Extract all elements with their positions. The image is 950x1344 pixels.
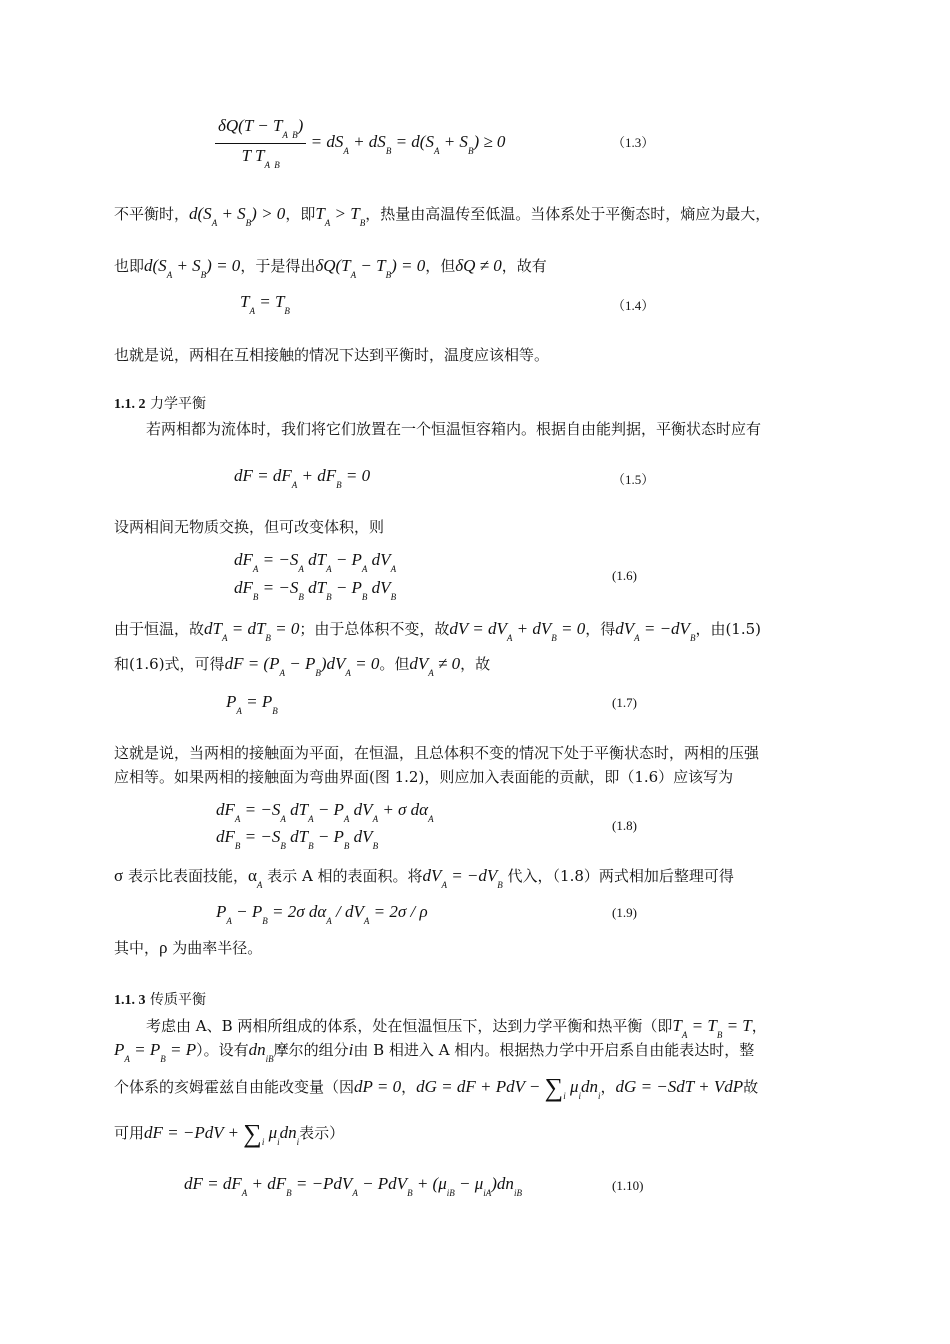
summation-sign: ∑ — [243, 1119, 262, 1148]
section-heading: 1.1. 2 力学平衡 — [114, 396, 206, 412]
equation-number: (1.9) — [612, 905, 637, 920]
paragraph: 若两相都为流体时，我们将它们放置在一个恒温恒容箱内。根据自由能判据，平衡状态时应有 — [146, 420, 762, 438]
equation-1-7: $P_A = P_B$ — [226, 692, 278, 716]
equation-1-4: $T_A = T_B$ — [240, 292, 290, 316]
section-heading: 1.1. 3 传质平衡 — [114, 992, 206, 1008]
paragraph-line: 考虑由 A、B 两相所组成的体系，处在恒温恒压下，达到力学平衡和热平衡（即$T_A = T_B = T$， — [146, 1016, 767, 1040]
paragraph: 其中，ρ 为曲率半径。 — [114, 938, 263, 957]
equation-1-8-line-2: $dF_B = -S_B$ $dT_B - P_B$ $dV_B$ — [216, 827, 379, 851]
equation-number: (1.8) — [612, 818, 637, 833]
equation-number: (1.6) — [612, 568, 637, 583]
paragraph: 可用dF = $-PdV + \sum_i$ $\mu_idn_i$表示） — [114, 1119, 345, 1148]
equation-1-8-line-1: $dF_A = -S_A$ $dT_A - P_A$ $dV_A + \sigma$ $d\alpha_A$ — [216, 800, 434, 824]
equation-1-6-line-1: $dF_A = -S_A$ $dT_A - P_A$ $dV_A$ — [234, 550, 397, 574]
paragraph: 也即$d(S_A + S_B) = 0$，于是得出$\delta Q(T_A - T_B) = 0$，但δQ ≠ 0，故有 — [114, 256, 547, 280]
equation-1-5: dF = $dF_A + dF_B = 0$ — [234, 466, 371, 490]
equation-number: (1.10) — [612, 1178, 644, 1193]
paragraph: σ 表示比表面技能，$\alpha_A$ 表示 A 相的表面积。将$dV_A = -dV_B$ 代入，（1.8）两式相加后整理可得 — [114, 866, 734, 890]
paragraph: 不平衡时，$d(S_A + S_B) > 0$，即$T_A > T_B$，热量由高温传至低温。当体系处于平衡态时，熵应为最大， — [114, 204, 771, 228]
equation-1-10: dF = $dF_A + dF_B = -PdV_A - PdV_B + (\mu_{iB} - \mu_{iA})dn_{iB}$ — [184, 1174, 522, 1198]
equation-number: （1.5） — [612, 472, 655, 487]
paragraph-line: $P_A = P_B = P$）。设有$dn_{iB}$摩尔的组分i由 B 相进入 A 相内。根据热力学中开启系自由能表达时，整 — [114, 1040, 755, 1064]
paragraph: 设两相间无物质交换，但可改变体积，则 — [114, 518, 385, 536]
equation-1-9: $P_A - P_B = 2\sigma$ $d\alpha_A / dV_A = 2\sigma / \rho$ — [216, 902, 428, 926]
fraction: $\frac{\delta Q(T - T_A _B)}{T T_A _B}$ — [215, 116, 306, 171]
paragraph: 由于恒温，故$dT_A = dT_B = 0$；由于总体积不变，故dV = $dV_A + dV_B = 0$，得$dV_A = -dV_B$，由(1.5) — [114, 619, 761, 643]
equation-1-6-line-2: $dF_B = -S_B$ $dT_B - P_B$ $dV_B$ — [234, 578, 397, 602]
paragraph-line: 这就是说，当两相的接触面为平面，在恒温，且总体积不变的情况下处于平衡状态时，两相的压强 — [114, 744, 760, 762]
paragraph: 和(1.6)式，可得dF = $(P_A - P_B)dV_A = 0$。但$dV_A \ne 0$，故 — [114, 654, 491, 678]
equation-number: （1.4） — [612, 298, 655, 313]
equation-1-3: $\frac{\delta Q(T - T_A _B)}{T T_A _B}$ = $dS_A + dS_B = d(S_A + S_B) \ge 0$ — [215, 116, 505, 171]
summation-sign: ∑ — [544, 1073, 564, 1102]
paragraph: 也就是说，两相在互相接触的情况下达到平衡时，温度应该相等。 — [114, 346, 550, 364]
equation-number: （1.3） — [612, 135, 655, 150]
paragraph-line: 个体系的亥姆霍兹自由能改变量（因dP = 0，dG = dF + PdV − $\sum_i$ $\mu_idn_i$，dG = −SdT + VdP故 — [114, 1073, 759, 1102]
equation-number: (1.7) — [612, 695, 637, 710]
paragraph-line: 应相等。如果两相的接触面为弯曲界面(图 1.2)，则应加入表面能的贡献，即（1.6）应该写为 — [114, 768, 734, 786]
